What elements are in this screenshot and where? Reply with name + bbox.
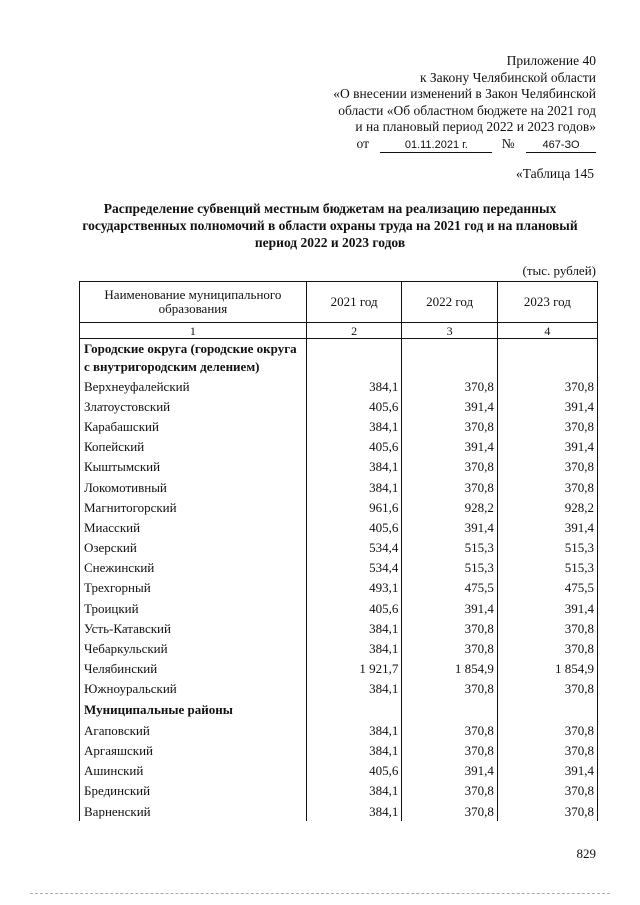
value-cell: 384,1 — [306, 638, 401, 658]
table-row — [80, 477, 598, 497]
value-cell: 405,6 — [306, 396, 401, 416]
municipality-name-cell: Троицкий — [80, 598, 307, 618]
value-cell: 515,3 — [497, 538, 597, 558]
value-cell: 391,4 — [402, 761, 497, 781]
table-row — [80, 376, 598, 396]
col-header-2021: 2021 год — [306, 282, 401, 323]
empty-cell — [306, 699, 401, 720]
value-cell: 391,4 — [402, 598, 497, 618]
value-cell: 475,5 — [402, 578, 497, 598]
value-cell: 515,3 — [497, 558, 597, 578]
value-cell: 961,6 — [306, 497, 401, 517]
value-cell: 370,8 — [402, 457, 497, 477]
empty-cell — [497, 339, 597, 377]
table-row — [80, 638, 598, 658]
subventions-table — [79, 281, 598, 821]
value-cell: 391,4 — [497, 437, 597, 457]
value-cell: 370,8 — [497, 740, 597, 760]
table-label: «Таблица 145 — [516, 166, 594, 181]
value-cell: 1 854,9 — [497, 659, 597, 679]
value-cell: 370,8 — [402, 801, 497, 821]
value-cell: 370,8 — [497, 618, 597, 638]
value-cell: 391,4 — [497, 761, 597, 781]
municipality-name-cell: Верхнеуфалейский — [80, 376, 307, 396]
value-cell: 405,6 — [306, 517, 401, 537]
value-cell: 384,1 — [306, 477, 401, 497]
table-row — [80, 720, 598, 740]
value-cell: 370,8 — [402, 740, 497, 760]
municipality-name-cell: Чебаркульский — [80, 638, 307, 658]
column-numbers-row — [80, 323, 598, 339]
col-number: 1 — [80, 323, 307, 339]
appendix-line: «О внесении изменений в Закон Челябинской — [333, 86, 596, 101]
municipality-name-cell: Карабашский — [80, 416, 307, 436]
value-cell: 534,4 — [306, 538, 401, 558]
municipality-name-cell: Кыштымский — [80, 457, 307, 477]
municipality-name-cell: Магнитогорский — [80, 497, 307, 517]
value-cell: 370,8 — [402, 477, 497, 497]
table-row — [80, 679, 598, 699]
table-header-row — [80, 282, 598, 323]
value-cell: 384,1 — [306, 801, 401, 821]
col-number: 4 — [497, 323, 597, 339]
value-cell: 391,4 — [497, 598, 597, 618]
table-row — [80, 558, 598, 578]
table-row — [80, 659, 598, 679]
value-cell: 515,3 — [402, 538, 497, 558]
table-row — [80, 740, 598, 760]
value-cell: 391,4 — [402, 396, 497, 416]
from-label: от — [356, 135, 369, 151]
value-cell: 475,5 — [497, 578, 597, 598]
table-row — [80, 437, 598, 457]
table-row — [80, 761, 598, 781]
value-cell: 391,4 — [402, 437, 497, 457]
table-row — [80, 598, 598, 618]
value-cell: 370,8 — [402, 781, 497, 801]
municipality-name-cell: Миасский — [80, 517, 307, 537]
municipality-name-cell: Озерский — [80, 538, 307, 558]
table-row — [80, 781, 598, 801]
value-cell: 384,1 — [306, 376, 401, 396]
value-cell: 370,8 — [402, 376, 497, 396]
col-header-2022: 2022 год — [402, 282, 497, 323]
appendix-header — [276, 53, 596, 153]
value-cell: 405,6 — [306, 598, 401, 618]
value-cell: 384,1 — [306, 740, 401, 760]
law-date: 01.11.2021 г. — [380, 139, 492, 153]
municipality-name-cell: Агаповский — [80, 720, 307, 740]
table-row — [80, 517, 598, 537]
table-row — [80, 618, 598, 638]
municipality-name-cell: Усть-Катавский — [80, 618, 307, 638]
col-header-2023: 2023 год — [497, 282, 597, 323]
value-cell: 1 921,7 — [306, 659, 401, 679]
col-header-municipality: Наименование муниципального образования — [80, 282, 307, 323]
value-cell: 384,1 — [306, 416, 401, 436]
value-cell: 370,8 — [497, 801, 597, 821]
value-cell: 384,1 — [306, 618, 401, 638]
appendix-line: Приложение 40 — [506, 53, 596, 68]
municipality-name-cell: Аргаяшский — [80, 740, 307, 760]
municipality-name-cell: Ашинский — [80, 761, 307, 781]
units-label: (тыс. рублей) — [522, 263, 596, 278]
value-cell: 1 854,9 — [402, 659, 497, 679]
appendix-line: и на плановый период 2022 и 2023 годов» — [355, 119, 596, 134]
value-cell: 384,1 — [306, 457, 401, 477]
value-cell: 370,8 — [497, 477, 597, 497]
municipality-name-cell: Брединский — [80, 781, 307, 801]
appendix-line: к Закону Челябинской области — [419, 69, 596, 85]
value-cell: 384,1 — [306, 679, 401, 699]
col-number: 2 — [306, 323, 401, 339]
section-row-urban — [80, 339, 598, 377]
empty-cell — [497, 699, 597, 720]
value-cell: 370,8 — [497, 679, 597, 699]
value-cell: 370,8 — [402, 720, 497, 740]
value-cell: 493,1 — [306, 578, 401, 598]
value-cell: 391,4 — [497, 396, 597, 416]
municipality-name-cell: Челябинский — [80, 659, 307, 679]
section-heading-districts: Муниципальные районы — [80, 699, 307, 720]
municipality-name-cell: Копейский — [80, 437, 307, 457]
section-heading-urban: Городские округа (городские округа с внутригородским делением) — [80, 339, 307, 377]
empty-cell — [402, 699, 497, 720]
value-cell: 391,4 — [497, 517, 597, 537]
municipality-name-cell: Варненский — [80, 801, 307, 821]
value-cell: 928,2 — [497, 497, 597, 517]
value-cell: 405,6 — [306, 437, 401, 457]
table-row — [80, 497, 598, 517]
municipality-name-cell: Южноуральский — [80, 679, 307, 699]
empty-cell — [402, 339, 497, 377]
table-row — [80, 416, 598, 436]
value-cell: 405,6 — [306, 761, 401, 781]
value-cell: 370,8 — [402, 638, 497, 658]
page-number: 829 — [576, 846, 596, 861]
value-cell: 370,8 — [497, 781, 597, 801]
table-row — [80, 396, 598, 416]
value-cell: 370,8 — [402, 618, 497, 638]
municipality-name-cell: Снежинский — [80, 558, 307, 578]
table-row — [80, 538, 598, 558]
appendix-line: области «Об областном бюджете на 2021 год — [338, 102, 596, 118]
empty-cell — [306, 339, 401, 377]
value-cell: 370,8 — [497, 638, 597, 658]
table-row — [80, 801, 598, 821]
value-cell: 370,8 — [402, 416, 497, 436]
page-bottom-rule — [30, 893, 610, 894]
value-cell: 928,2 — [402, 497, 497, 517]
col-number: 3 — [402, 323, 497, 339]
value-cell: 370,8 — [497, 416, 597, 436]
table-row — [80, 578, 598, 598]
municipality-name-cell: Трехгорный — [80, 578, 307, 598]
value-cell: 391,4 — [402, 517, 497, 537]
table-row — [80, 457, 598, 477]
number-label: № — [501, 135, 515, 151]
value-cell: 370,8 — [402, 679, 497, 699]
law-number: 467-ЗО — [526, 139, 596, 153]
value-cell: 370,8 — [497, 720, 597, 740]
value-cell: 534,4 — [306, 558, 401, 578]
municipality-name-cell: Златоустовский — [80, 396, 307, 416]
law-date-number-line — [276, 136, 596, 153]
value-cell: 384,1 — [306, 720, 401, 740]
municipality-name-cell: Локомотивный — [80, 477, 307, 497]
value-cell: 370,8 — [497, 457, 597, 477]
value-cell: 370,8 — [497, 376, 597, 396]
value-cell: 384,1 — [306, 781, 401, 801]
value-cell: 515,3 — [402, 558, 497, 578]
document-title: Распределение субвенций местным бюджетам на реализацию переданных государственных полномочий в области охраны труда на 2021 год и на плановый период 2022 и 2023 годов — [82, 201, 578, 250]
section-row-districts — [80, 699, 598, 720]
